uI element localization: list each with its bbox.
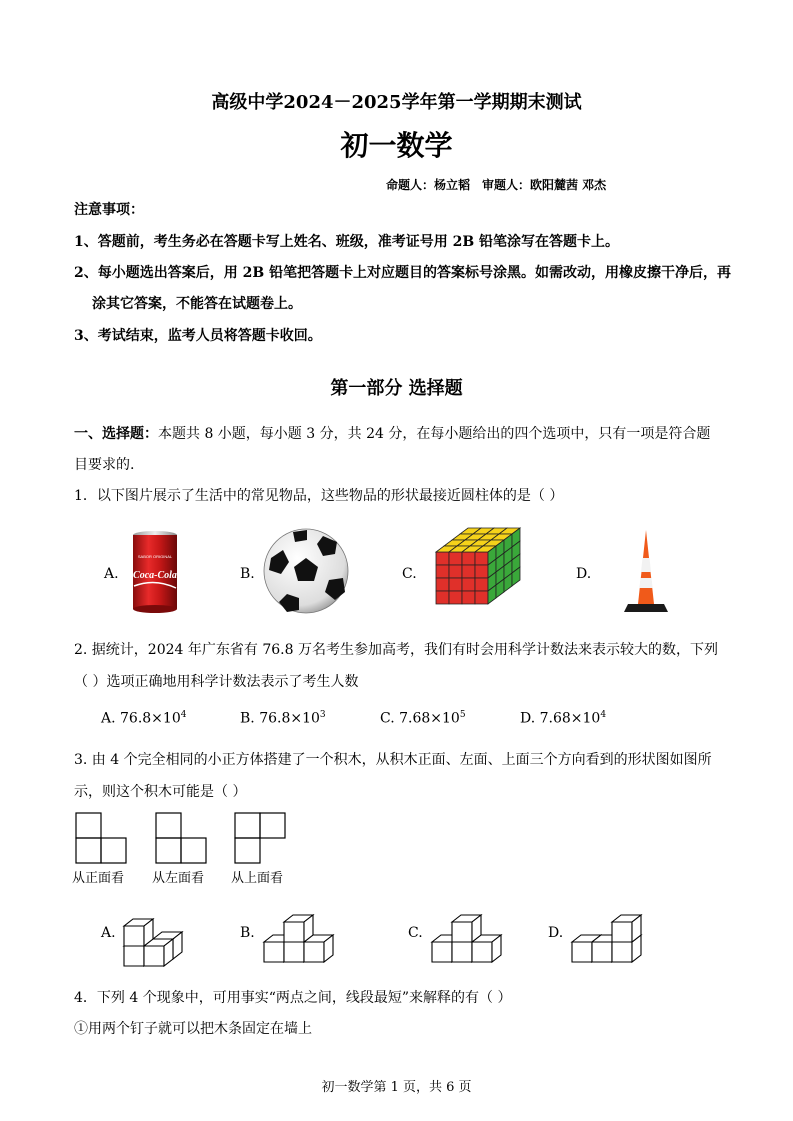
- page-footer: 初一数学第 1 页，共 6 页: [321, 1080, 472, 1095]
- part-heading-label: 一、选择题：: [74, 426, 158, 442]
- unit-cube: [124, 919, 153, 946]
- q3-option-c-figure: [430, 898, 502, 964]
- cube-sticker: [436, 578, 449, 591]
- q2-option-a-label: A. 76.8×10: [101, 710, 181, 727]
- notes-heading: 注意事项：: [74, 202, 144, 218]
- unit-cube: [612, 915, 641, 942]
- q3-option-a-figure: [122, 896, 178, 968]
- q1-option-b: B.: [240, 566, 255, 582]
- q2-option-b-exp: 3: [319, 710, 326, 720]
- authors-line: 命题人：杨立韬 审题人：欧阳麓茜 邓杰: [386, 178, 607, 192]
- q2-option-d-label: D. 7.68×10: [520, 710, 601, 727]
- cube-sticker: [436, 565, 449, 578]
- cube-sticker: [449, 591, 462, 604]
- subject-title: 初一数学: [340, 129, 453, 162]
- q4-item-1: ①用两个钉子就可以把木条固定在墙上: [74, 1021, 312, 1037]
- q1-option-d: D.: [576, 566, 592, 582]
- q3-stem-line1: 3. 由 4 个完全相同的小正方体搭建了一个积木，从积木正面、左面、上面三个方向看到的形状图如图所: [74, 752, 712, 768]
- left-view-label: 从左面看: [152, 871, 205, 886]
- q3-option-b-figure: [262, 898, 334, 964]
- q2-option-d: [520, 705, 606, 729]
- section-title: 第一部分 选择题: [330, 378, 463, 399]
- q2-option-a-exp: 4: [180, 710, 187, 720]
- unit-cube: [452, 915, 481, 942]
- q2-stem-line1: 2. 据统计，2024 年广东省有 76.8 万名考生参加高考，我们有时会用科学计数法来表示较大的数，下列: [74, 642, 718, 658]
- front-view-label: 从正面看: [72, 871, 125, 886]
- q2-stem-line2: （ ）选项正确地用科学计数法表示了考生人数: [74, 674, 359, 690]
- can-brand-text: Coca-Cola: [133, 570, 177, 581]
- q2-option-c-exp: 5: [459, 710, 466, 720]
- cube-sticker: [449, 578, 462, 591]
- q1-stem: 1．以下图片展示了生活中的常见物品，这些物品的形状最接近圆柱体的是（ ）: [74, 488, 564, 504]
- traffic-cone-image: [624, 528, 668, 614]
- soccer-ball-image: [263, 528, 349, 614]
- note-item: 涂其它答案，不能答在试题卷上。: [92, 296, 302, 312]
- exam-title: 高级中学2024－2025学年第一学期期末测试: [211, 92, 582, 113]
- q2-option-d-exp: 4: [600, 710, 607, 720]
- cube-sticker: [449, 565, 462, 578]
- cube-sticker: [436, 552, 449, 565]
- cube-sticker: [436, 591, 449, 604]
- cube-sticker: [462, 552, 475, 565]
- note-item: 1、答题前，考生务必在答题卡写上姓名、班级，准考证号用 2B 铅笔涂写在答题卡上。: [74, 234, 620, 250]
- q2-option-c-label: C. 7.68×10: [380, 710, 460, 727]
- q3-option-a: A.: [101, 925, 116, 941]
- can-small-text: SABOR ORIGINAL: [137, 554, 173, 559]
- note-item: 3、考试结束，监考人员将答题卡收回。: [74, 328, 322, 344]
- top-view-diagram: [234, 812, 288, 864]
- soda-can-image: [128, 530, 182, 616]
- cube-sticker: [475, 565, 488, 578]
- cube-sticker: [462, 578, 475, 591]
- left-view-diagram: [155, 812, 209, 864]
- q3-option-c: C.: [408, 925, 423, 941]
- q3-option-b: B.: [240, 925, 255, 941]
- cube-sticker: [475, 591, 488, 604]
- q1-option-a: A.: [104, 566, 119, 582]
- q3-stem-line2: 示，则这个积木可能是（ ）: [74, 784, 247, 800]
- part-heading: [74, 424, 710, 444]
- q2-option-c: [380, 705, 466, 729]
- q1-option-c: C.: [402, 566, 417, 582]
- cube-sticker: [462, 565, 475, 578]
- q2-option-b-label: B. 76.8×10: [240, 710, 320, 727]
- q3-option-d: D.: [548, 925, 564, 941]
- cube-sticker: [449, 552, 462, 565]
- cube-sticker: [475, 552, 488, 565]
- unit-cube: [284, 915, 313, 942]
- part-heading-text: 本题共 8 小题，每小题 3 分，共 24 分，在每小题给出的四个选项中，只有一项是符合题: [158, 426, 711, 442]
- note-item: 2、每小题选出答案后，用 2B 铅笔把答题卡上对应题目的答案标号涂黑。如需改动，用橡皮擦干净后，再: [74, 265, 732, 281]
- q4-stem: 4．下列 4 个现象中，可用事实“两点之间，线段最短”来解释的有（ ）: [74, 990, 512, 1006]
- front-view-diagram: [75, 812, 129, 864]
- q2-option-b: [240, 705, 326, 729]
- cube-sticker: [475, 578, 488, 591]
- top-view-label: 从上面看: [231, 871, 284, 886]
- q3-option-d-figure: [570, 898, 642, 964]
- q2-option-a: [101, 705, 186, 729]
- cube-sticker: [462, 591, 475, 604]
- part-heading-line2: 目要求的.: [74, 457, 135, 473]
- rubiks-cube-image: [430, 524, 522, 618]
